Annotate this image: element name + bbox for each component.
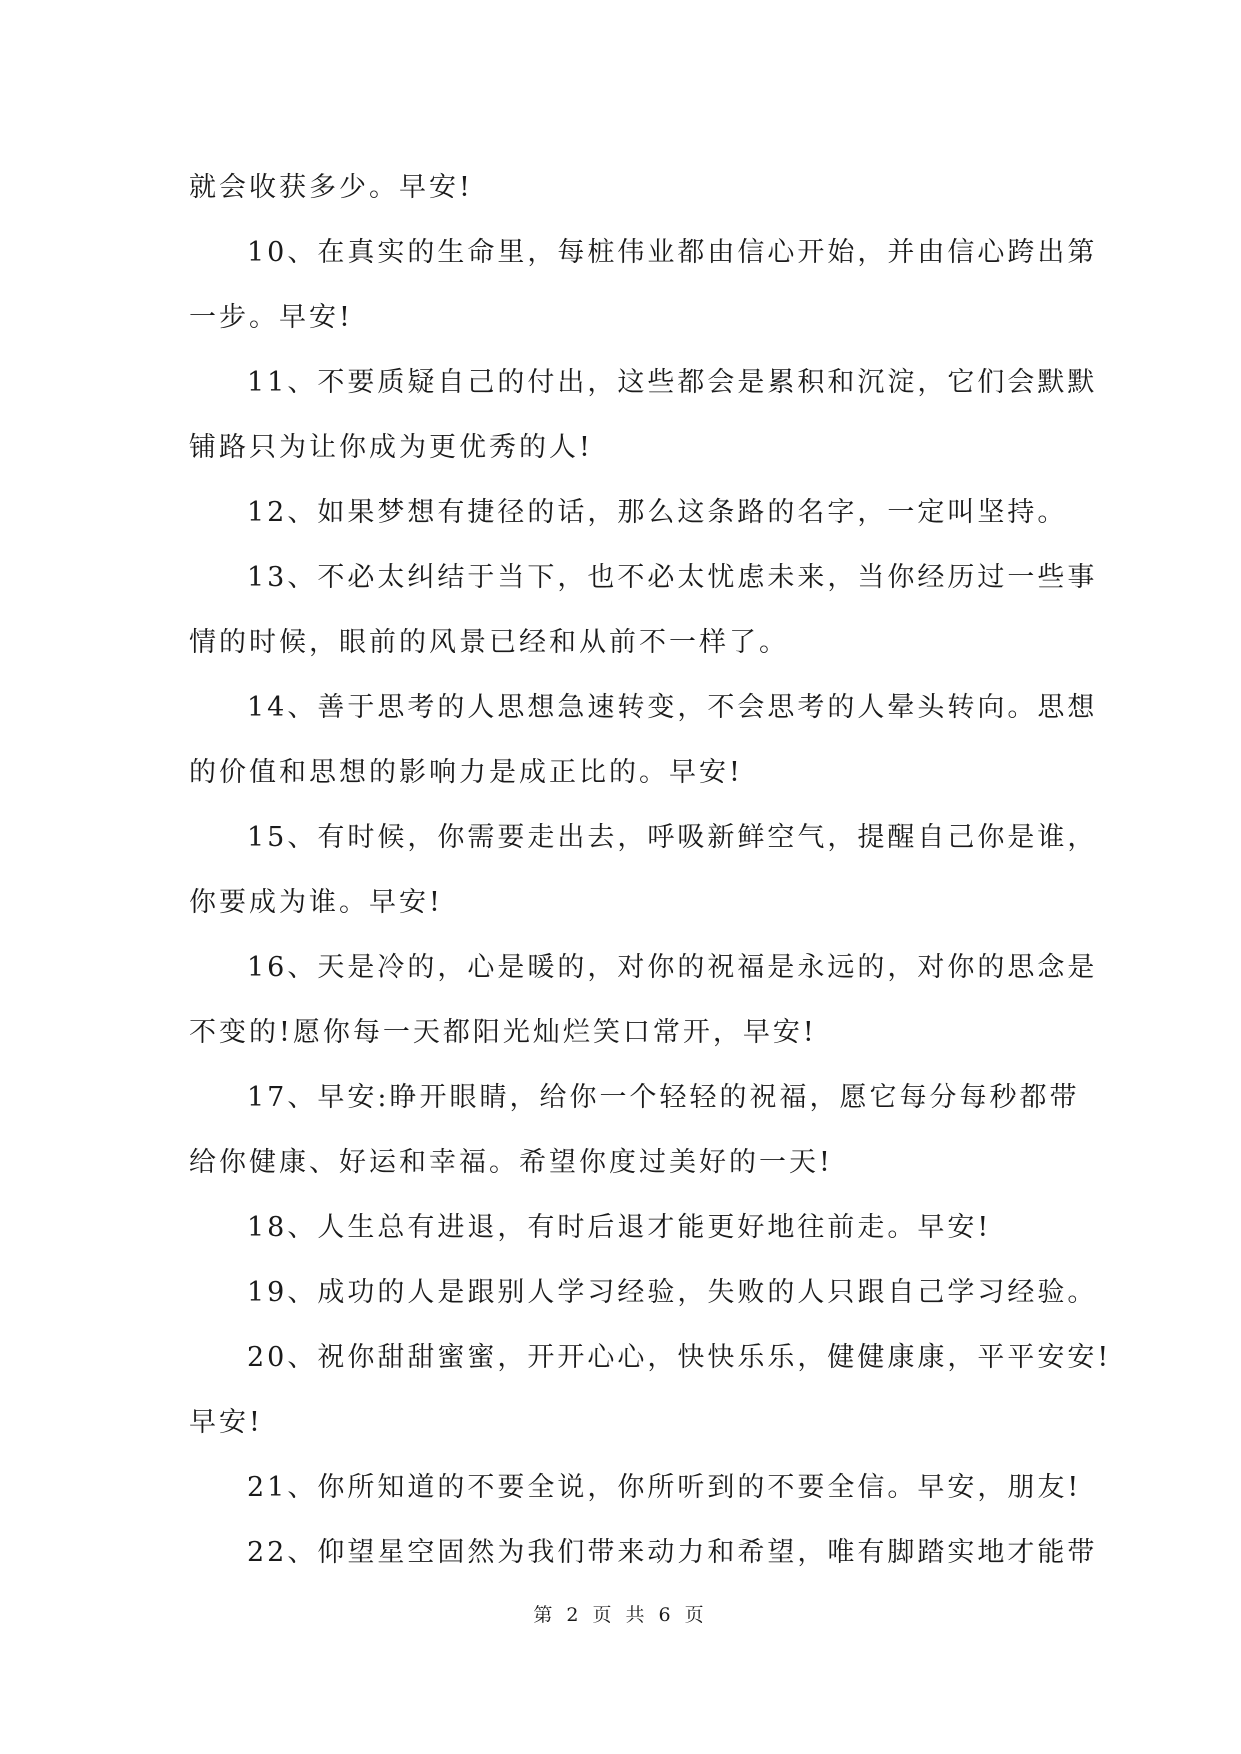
- text-line: 21、你所知道的不要全说，你所听到的不要全信。早安，朋友!: [247, 1472, 1082, 1503]
- text-line: 不变的!愿你每一天都阳光灿烂笑口常开，早安!: [189, 1017, 817, 1048]
- text-line: 22、仰望星空固然为我们带来动力和希望，唯有脚踏实地才能带: [247, 1537, 1098, 1568]
- page-body: [189, 155, 1112, 1585]
- text-line: 17、早安:睁开眼睛，给你一个轻轻的祝福，愿它每分每秒都带: [247, 1082, 1080, 1113]
- text-line: 12、如果梦想有捷径的话，那么这条路的名字，一定叫坚持。: [247, 497, 1068, 528]
- text-line: 给你健康、好运和幸福。希望你度过美好的一天!: [189, 1147, 833, 1178]
- text-line: 11、不要质疑自己的付出，这些都会是累积和沉淀，它们会默默: [247, 367, 1098, 398]
- text-line: 16、天是冷的，心是暖的，对你的祝福是永远的，对你的思念是: [247, 952, 1098, 983]
- text-line: 10、在真实的生命里，每桩伟业都由信心开始，并由信心跨出第: [247, 237, 1098, 268]
- text-line: 的价值和思想的影响力是成正比的。早安!: [189, 757, 743, 788]
- text-line: 13、不必太纠结于当下，也不必太忧虑未来，当你经历过一些事: [247, 562, 1098, 593]
- text-line: 铺路只为让你成为更优秀的人!: [189, 432, 593, 463]
- text-line: 就会收获多少。早安!: [189, 172, 473, 203]
- page-footer: 第 2 页 共 6 页: [533, 1604, 708, 1626]
- text-line: 情的时候，眼前的风景已经和从前不一样了。: [189, 627, 789, 658]
- text-line: 20、祝你甜甜蜜蜜，开开心心，快快乐乐，健健康康，平平安安!: [247, 1342, 1112, 1373]
- text-line: 19、成功的人是跟别人学习经验，失败的人只跟自己学习经验。: [247, 1277, 1098, 1308]
- text-line: 一步。早安!: [189, 302, 353, 333]
- text-line: 14、善于思考的人思想急速转变，不会思考的人晕头转向。思想: [247, 692, 1098, 723]
- text-line: 你要成为谁。早安!: [189, 887, 443, 918]
- text-line: 15、有时候，你需要走出去，呼吸新鲜空气，提醒自己你是谁，: [247, 822, 1098, 853]
- text-line: 18、人生总有进退，有时后退才能更好地往前走。早安!: [247, 1212, 992, 1243]
- text-line: 早安!: [189, 1407, 263, 1438]
